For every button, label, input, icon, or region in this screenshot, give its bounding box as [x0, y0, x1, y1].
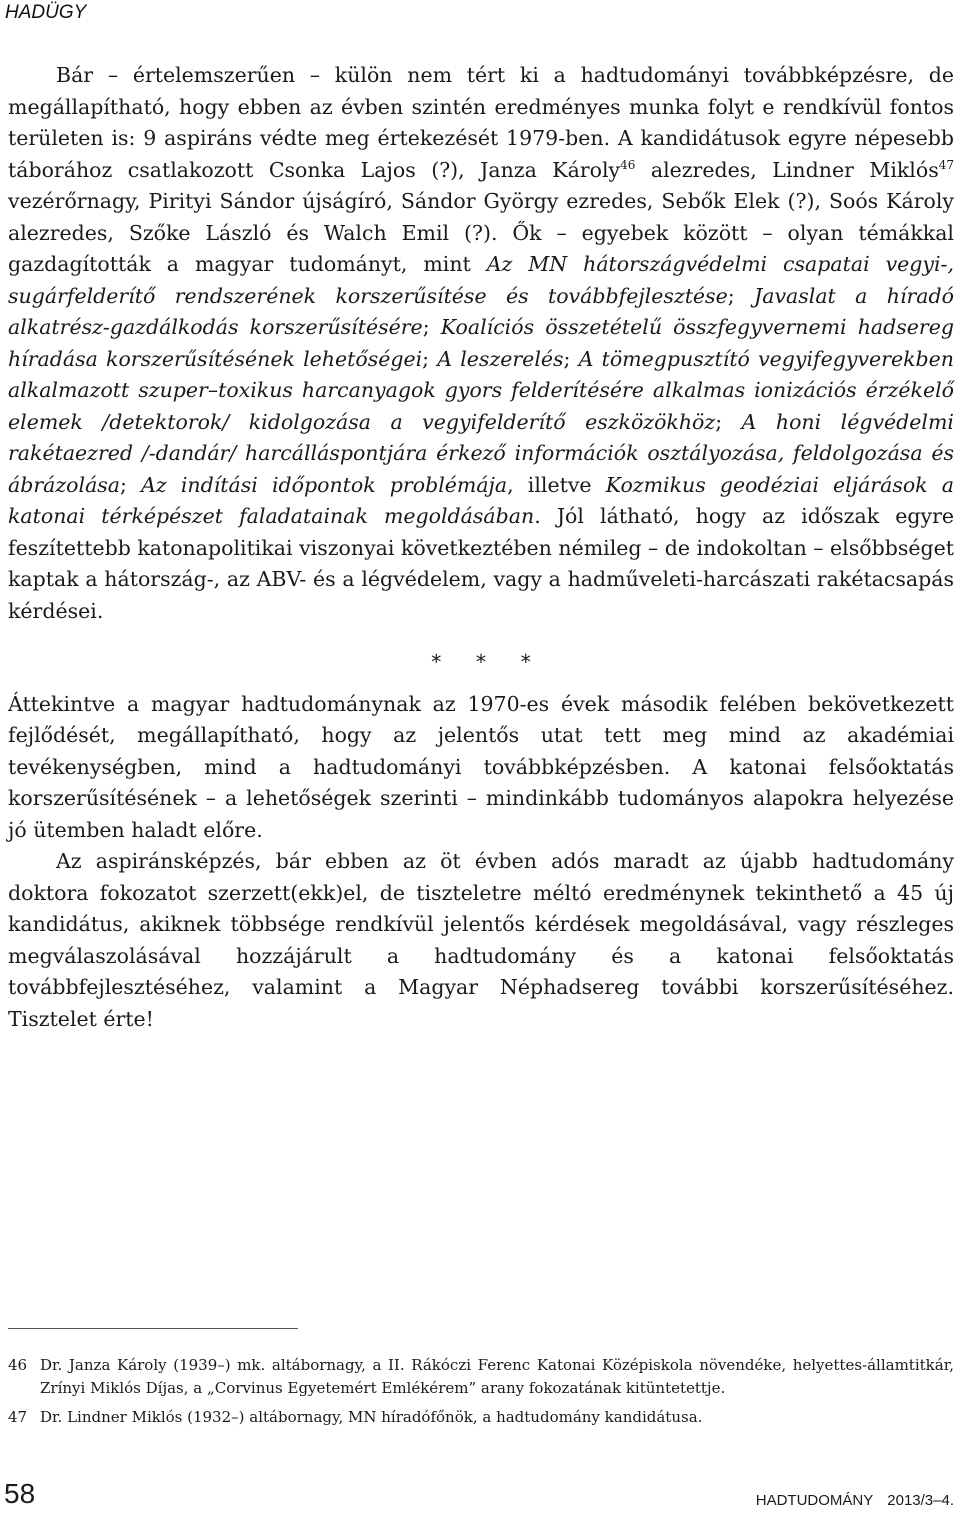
- thesis-title: Javaslat a híradó alkatrész-gazdálkodás korszerűsítésére: [8, 283, 954, 339]
- footnote-number: 46: [8, 1356, 28, 1374]
- journal-info: [742, 1492, 954, 1509]
- thesis-title: Az indítási időpontok problémája: [141, 472, 508, 497]
- text-run: alezredes, Lindner Miklós: [635, 157, 939, 182]
- text-run: Bár – értelemszerűen – külön nem tért ki a hadtudományi továbbképzésre, de megállapítható, hogy ebben az évben szintén eredményes munka folyt e rendkívül fontos területen is: 9 aspiráns védte meg értekezését 1979-ben. A kandidátusok egyre népesebb táborához csatlakozott Csonka Lajos (?), Janza Károly: [8, 63, 954, 182]
- thesis-title: Koalíciós összetételű összfegyvernemi hadsereg híradása korszerűsítésének lehetőségei: [8, 315, 954, 371]
- paragraph-2: Áttekintve a magyar hadtudománynak az 1970-es évek második felében bekövetkezett fejlődését, megállapítható, hogy az jelentős utat tett meg mind az akadémiai tevékenységben, mind a hadtudományi továbbképzésben. A katonai felsőoktatás korszerűsítésének – a lehetőségek szerinti – mindinkább tudományos alapokra helyezése jó ütemben haladt előre.: [8, 691, 954, 842]
- journal-issue: 2013/3–4.: [887, 1492, 954, 1509]
- thesis-title: A tömegpusztító vegyifegyverekben alkalmazott szuper–toxikus harcanyagok gyors felderítésére alkalmas ionizációs érzékelő elemek /detektorok/ kidolgozása a vegyifelderítő eszközökhöz: [8, 346, 954, 434]
- paragraph-3: Az aspiránsképzés, bár ebben az öt évben adós maradt az újabb hadtudomány doktora fokozatot szerzett(ekk)el, de tiszteletre méltó eredménynek tekinthető a 45 új kandidátus, akiknek többsége rendkívül jelentős kérdések megoldásával, vagy részleges megválaszolásával hozzájárult a hadtudomány és a katonai felsőoktatás továbbfejlesztéséhez, valamint a Magyar Néphadsereg további korszerűsítéséhez. Tisztelet érte!: [8, 849, 954, 1031]
- paragraph-1: [8, 60, 954, 627]
- page-number: 58: [4, 1478, 36, 1509]
- journal-name: HADTUDOMÁNY: [755, 1492, 874, 1509]
- text-run: ;: [563, 346, 579, 371]
- text-run: ;: [715, 409, 742, 434]
- footnote-ref-46[interactable]: 46: [620, 157, 636, 172]
- footnote-47: [8, 1406, 954, 1429]
- text-run: vezérőrnagy, Pirityi Sándor újságíró, Sándor György ezredes, Sebők Elek (?), Soós Károly alezredes, Szőke László és Walch Emil (?). Ők – egyebek között – olyan témákkal gazdagították a magyar tudományt, mint: [8, 189, 954, 276]
- thesis-title: A leszerelés: [437, 346, 564, 371]
- main-text: [8, 60, 954, 1035]
- footnote-ref-47[interactable]: 47: [938, 157, 954, 172]
- footnote-number: 47: [8, 1408, 28, 1426]
- text-run: . Jól látható, hogy az időszak egyre feszítettebb katonapolitikai viszonyai következtében némileg – de indokoltan – elsőbbséget kaptak a hátország-, az ABV- és a légvédelem, vagy a hadműveleti-harcászati rakétacsapás kérdései.: [8, 504, 954, 623]
- footnotes: [8, 1354, 954, 1435]
- section-separator: * * *: [431, 650, 545, 674]
- section-header: HADÜGY: [5, 2, 87, 23]
- footnote-text: Dr. Janza Károly (1939–) mk. altábornagy, a II. Rákóczi Ferenc Katonai Középiskola növendéke, helyettes-államtitkár, Zrínyi Miklós Díjas, a „Corvinus Egyetemért Emlékérem” arany fokozatának kitüntetettje.: [40, 1356, 954, 1397]
- text-run: ;: [422, 346, 438, 371]
- footnote-divider: [8, 1328, 298, 1329]
- footnote-text: Dr. Lindner Miklós (1932–) altábornagy, MN híradófőnök, a hadtudomány kandidátusa.: [40, 1408, 703, 1426]
- text-run: ;: [120, 472, 142, 497]
- text-run: , illetve: [507, 472, 606, 497]
- text-run: ;: [727, 283, 754, 308]
- thesis-title: A honi légvédelmi rakétaezred /-dandár/ harcálláspontjára érkező információk osztályozása, feldolgozása és ábrázolása: [8, 409, 954, 497]
- text-run: ;: [422, 315, 441, 339]
- thesis-title: Kozmikus geodéziai eljárások a katonai térképészet faladatainak megoldásában: [8, 472, 954, 528]
- footnote-46: [8, 1354, 954, 1400]
- thesis-title: Az MN hátországvédelmi csapatai vegyi-, sugárfelderítő rendszerének korszerűsítése és továbbfejlesztése: [8, 252, 954, 308]
